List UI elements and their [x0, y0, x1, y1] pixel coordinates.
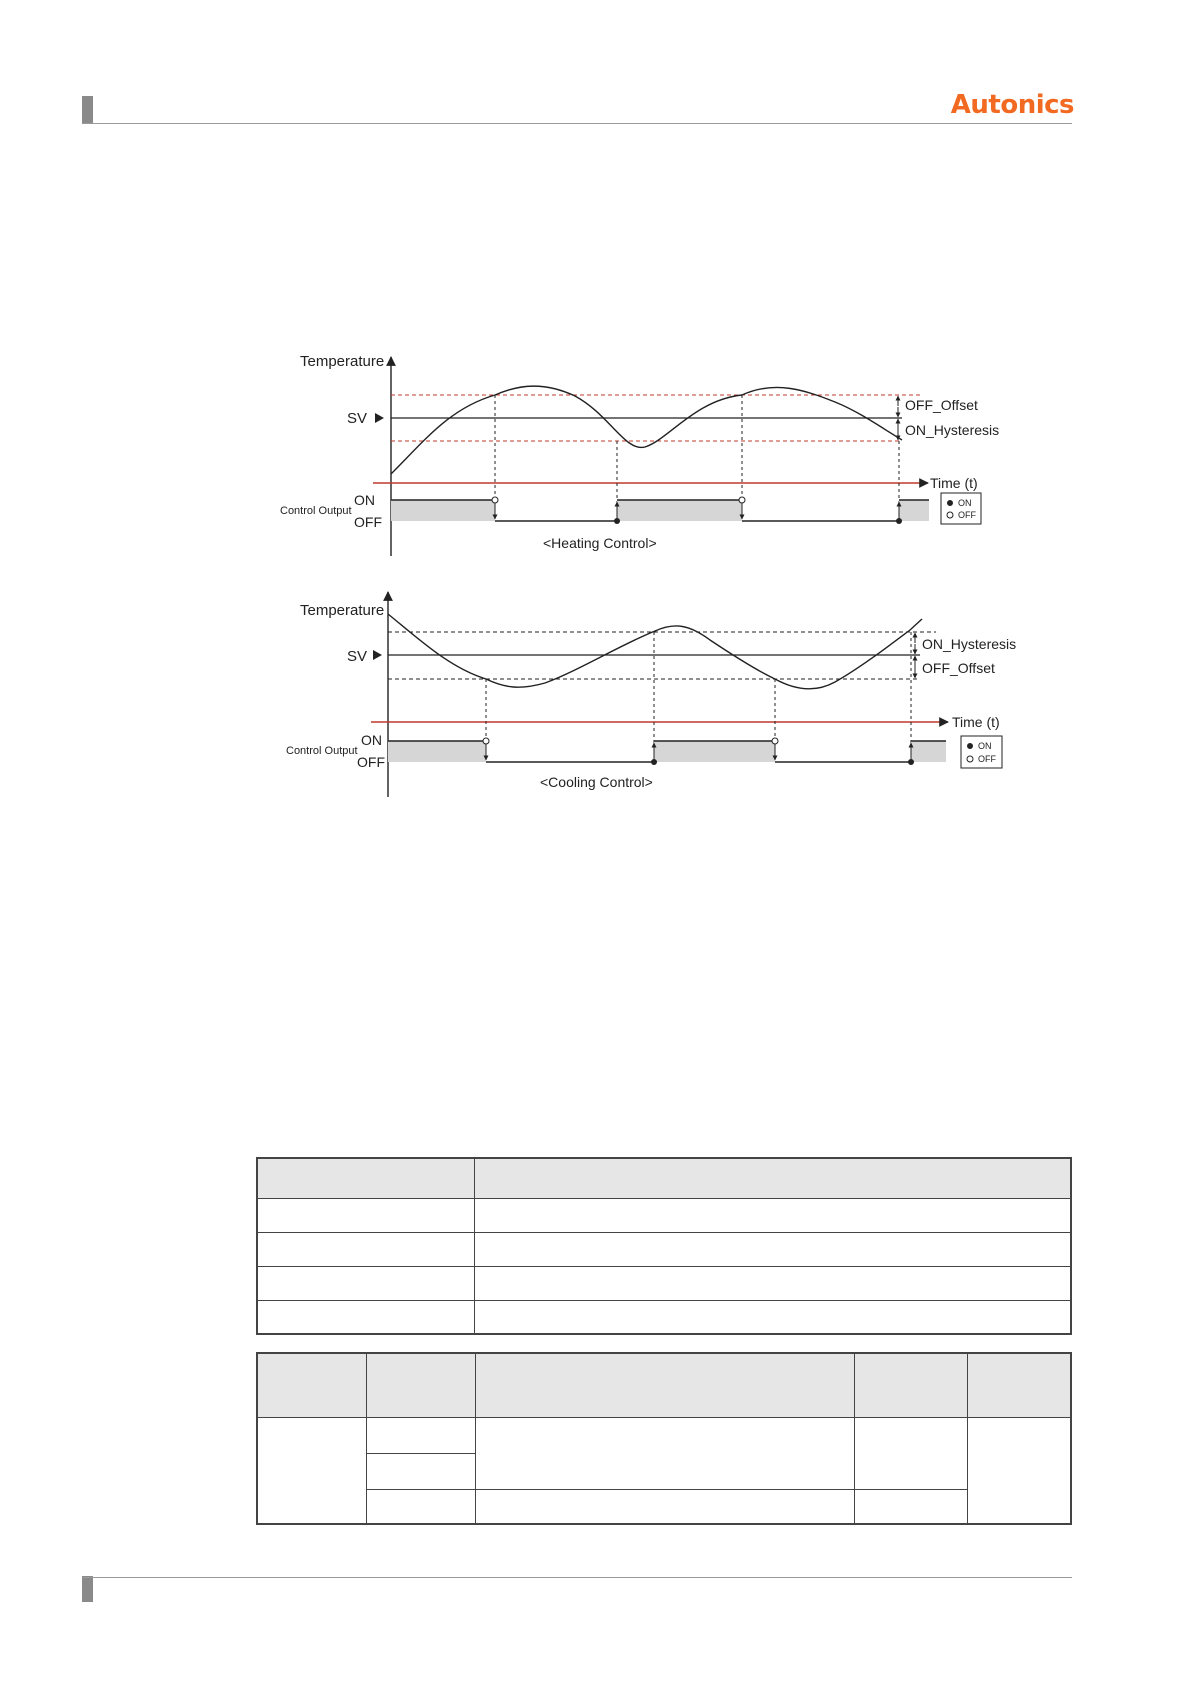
heating-caption: <Heating Control> [543, 535, 657, 551]
heating-y-label: Temperature [300, 353, 385, 370]
cooling-y-label: Temperature [300, 602, 385, 619]
parameter-table [256, 1157, 1072, 1335]
heating-offset-label: OFF_Offset [905, 397, 978, 413]
heating-off-band-2 [617, 500, 742, 521]
table-row [257, 1417, 1071, 1453]
table-header-cell [968, 1353, 1072, 1417]
cooling-legend-off: OFF [978, 754, 996, 764]
table-cell [476, 1417, 855, 1489]
table-cell [257, 1232, 475, 1266]
cooling-sv-marker [373, 650, 382, 660]
autonics-logo: Autonics [950, 90, 1074, 120]
cooling-offset-label: OFF_Offset [922, 660, 995, 676]
table-header-cell [476, 1353, 855, 1417]
heating-legend-off: OFF [958, 510, 976, 520]
cooling-legend-on: ON [978, 741, 992, 751]
table-cell [367, 1453, 476, 1489]
heating-off-dot-2 [739, 497, 745, 503]
heating-hysteresis-label: ON_Hysteresis [905, 422, 1000, 438]
table-cell [257, 1266, 475, 1300]
heating-legend-on-dot [947, 500, 953, 506]
table-cell [257, 1300, 475, 1334]
table-row [257, 1198, 1071, 1232]
cooling-x-label: Time (t) [952, 714, 1000, 730]
table-cell [855, 1489, 968, 1524]
heating-diagram [280, 353, 999, 556]
heating-legend [941, 493, 981, 524]
footer-marker [82, 1576, 93, 1602]
cooling-sv-label: SV [347, 648, 368, 665]
control-diagrams [0, 0, 1191, 820]
cooling-off-dot-1 [483, 738, 489, 744]
table-cell [475, 1198, 1072, 1232]
heating-sv-label: SV [347, 410, 368, 427]
cooling-legend-off-dot [967, 756, 973, 762]
heating-off-label: OFF [354, 514, 382, 530]
table-header-cell [257, 1353, 367, 1417]
cooling-on-label: ON [361, 732, 382, 748]
heating-off-band-1 [391, 500, 495, 521]
table-cell [476, 1489, 855, 1524]
table-header-cell [367, 1353, 476, 1417]
table-cell [257, 1198, 475, 1232]
heating-x-label: Time (t) [930, 475, 978, 491]
table-header-row [257, 1353, 1071, 1417]
table-cell [367, 1417, 476, 1453]
table-row [257, 1300, 1071, 1334]
cooling-legend [961, 736, 1002, 768]
table-header-cell [257, 1158, 475, 1198]
table-row [257, 1489, 1071, 1524]
table-header-cell [475, 1158, 1072, 1198]
table-cell [475, 1232, 1072, 1266]
footer-rule [82, 1577, 1072, 1578]
heating-on-dot-1 [614, 518, 620, 524]
table-cell [475, 1266, 1072, 1300]
heating-output-label: Control Output [280, 505, 352, 517]
cooling-on-dot-2 [908, 759, 914, 765]
heating-legend-off-dot [947, 512, 953, 518]
table-cell [367, 1489, 476, 1524]
heating-off-band-3 [899, 500, 929, 521]
table-cell [968, 1417, 1072, 1524]
setting-table [256, 1352, 1072, 1525]
table-row [257, 1266, 1071, 1300]
heating-legend-on: ON [958, 498, 972, 508]
cooling-output-label: Control Output [286, 745, 358, 757]
heating-off-dot-1 [492, 497, 498, 503]
cooling-temperature-curve [388, 614, 922, 689]
cooling-on-dot-1 [651, 759, 657, 765]
cooling-off-band-1 [388, 741, 486, 762]
cooling-caption: <Cooling Control> [540, 774, 653, 790]
table-cell [257, 1417, 367, 1524]
cooling-diagram [286, 592, 1016, 797]
heating-on-dot-2 [896, 518, 902, 524]
cooling-off-band-2 [654, 741, 775, 762]
cooling-hysteresis-label: ON_Hysteresis [922, 636, 1017, 652]
cooling-off-dot-2 [772, 738, 778, 744]
heating-sv-marker [375, 413, 384, 423]
table-cell [855, 1417, 968, 1489]
table-row [257, 1232, 1071, 1266]
table-cell [475, 1300, 1072, 1334]
cooling-off-band-3 [911, 741, 946, 762]
heating-temperature-curve [391, 386, 902, 474]
heating-on-label: ON [354, 492, 375, 508]
cooling-legend-on-dot [967, 743, 973, 749]
cooling-off-label: OFF [357, 754, 385, 770]
table-header-row [257, 1158, 1071, 1198]
table-header-cell [855, 1353, 968, 1417]
